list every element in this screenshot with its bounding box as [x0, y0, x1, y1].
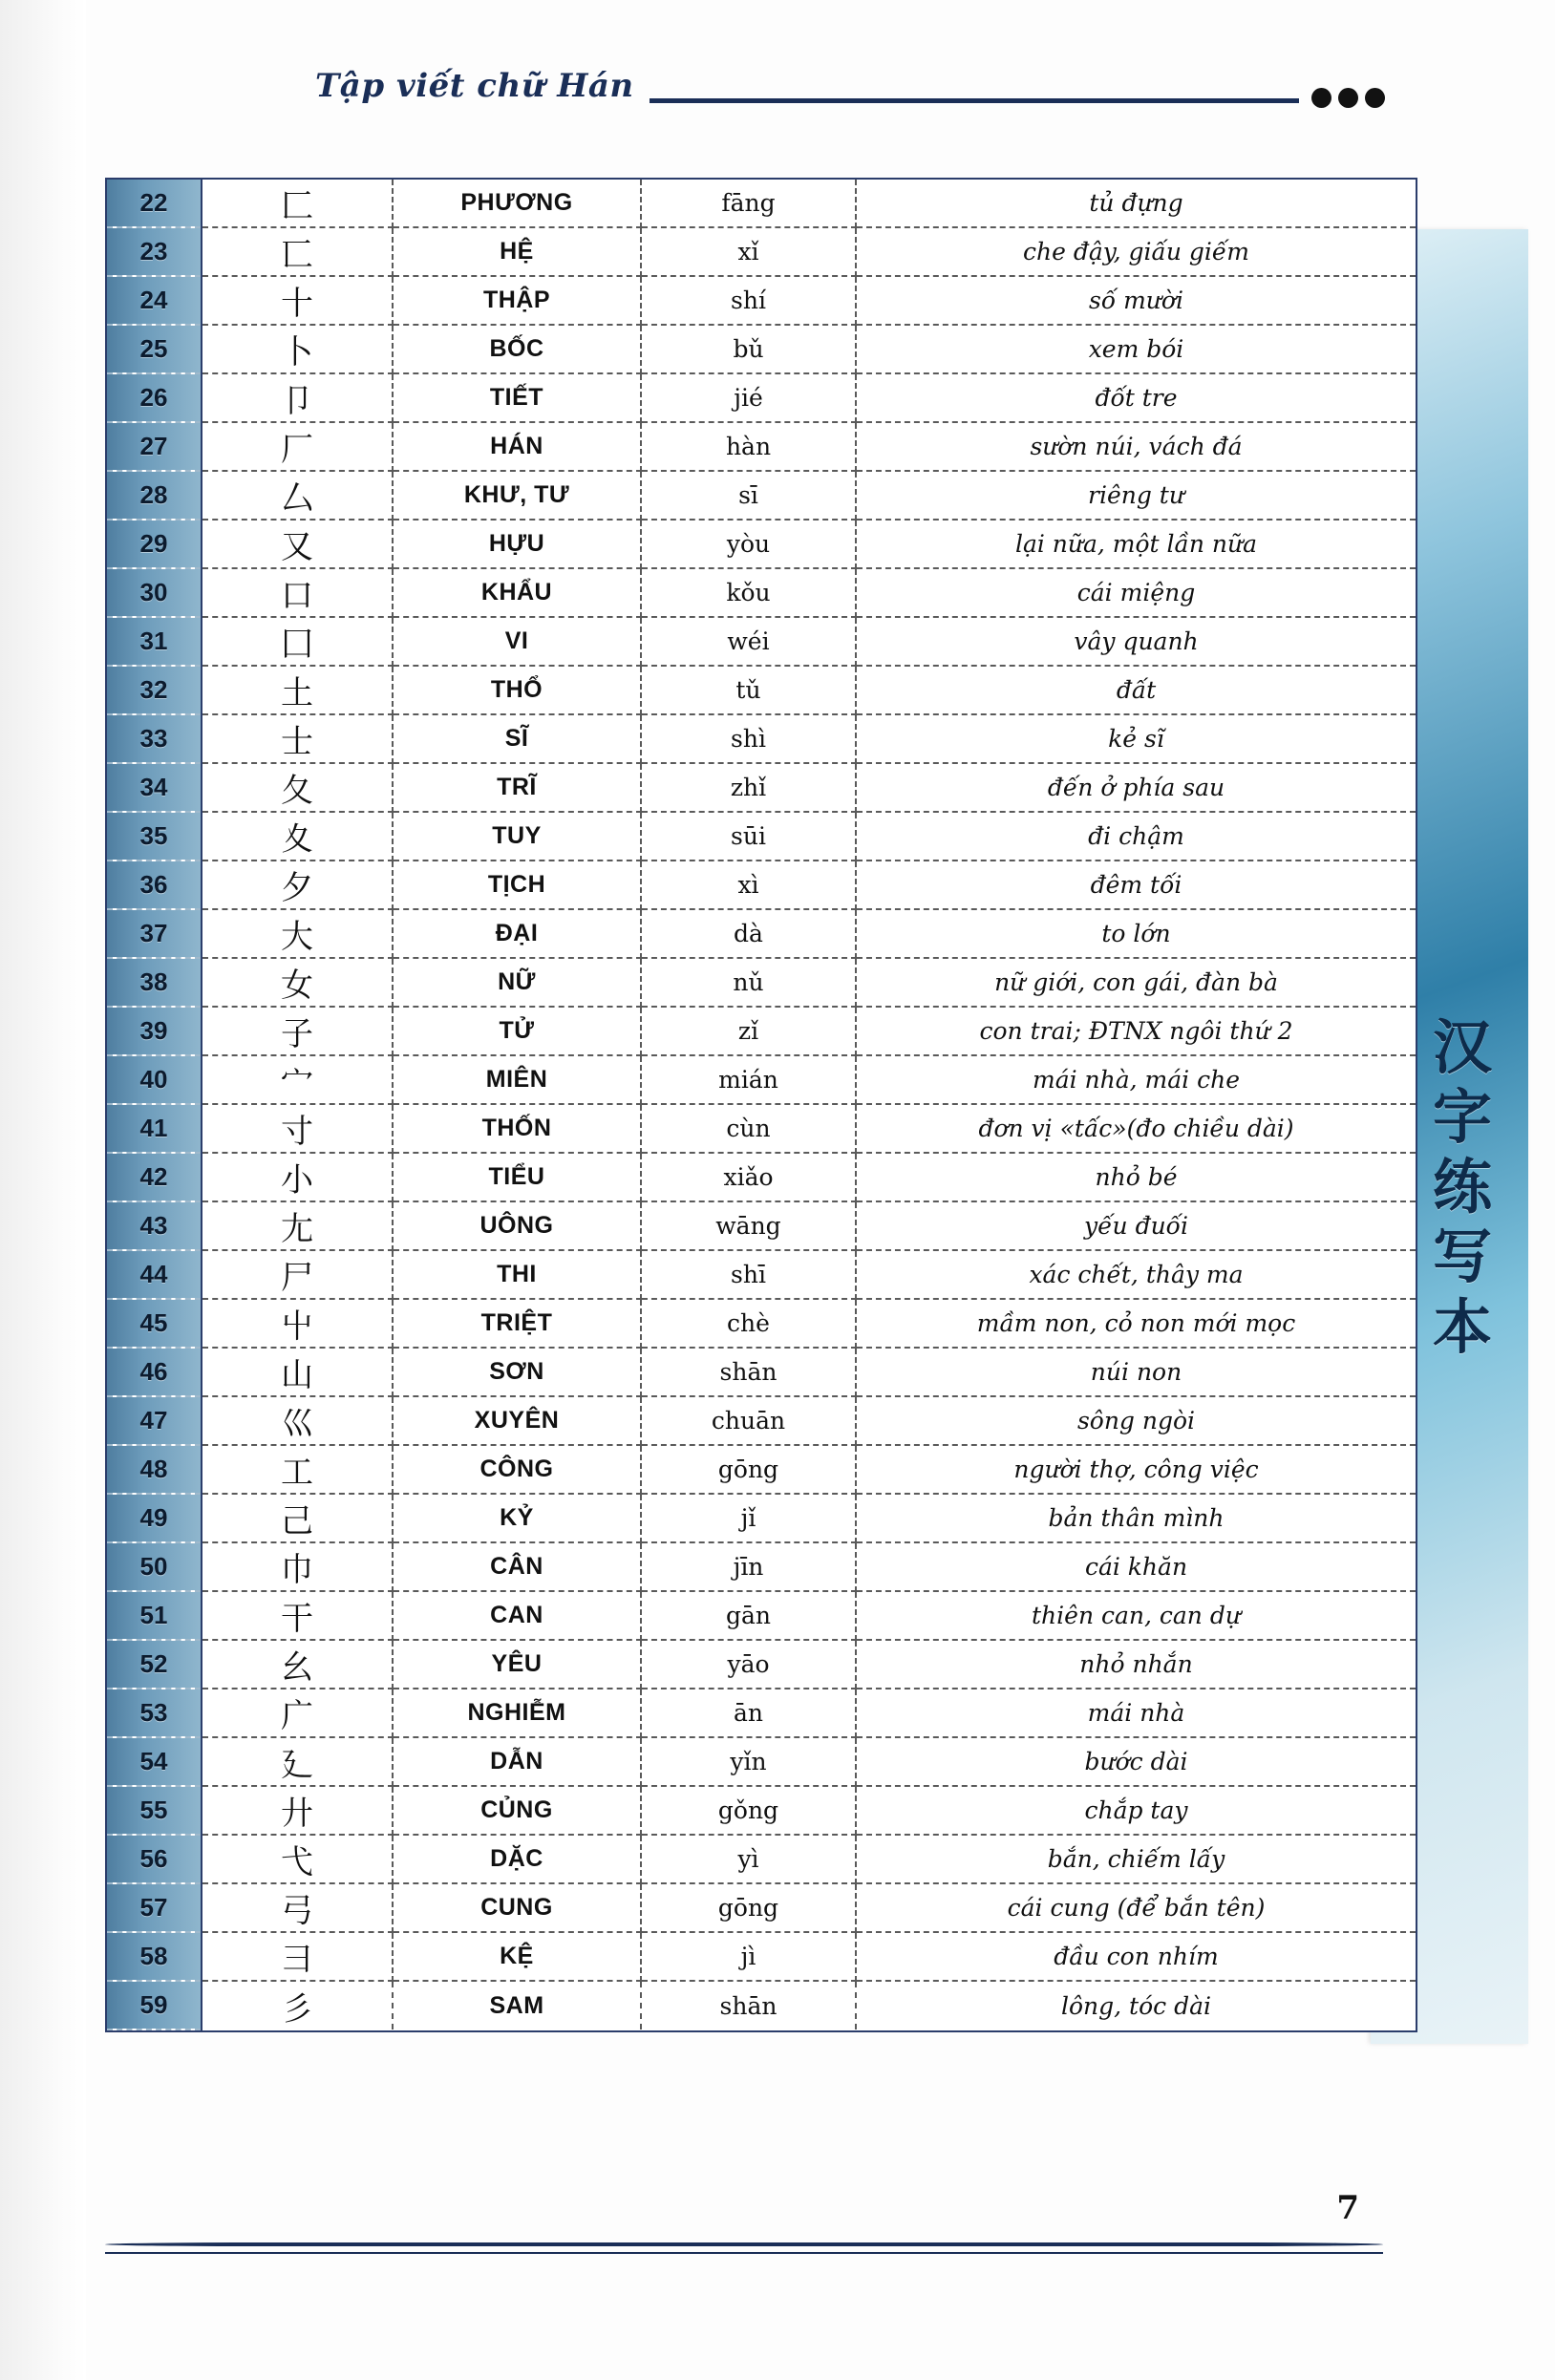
row-pinyin: shī: [641, 1250, 856, 1299]
row-character: 夊: [202, 812, 393, 861]
row-character: 工: [202, 1445, 393, 1494]
row-number: 23: [107, 227, 202, 276]
table-row: [107, 1396, 1416, 1445]
table-row: [107, 1007, 1416, 1055]
table-row: [107, 1932, 1416, 1981]
row-pinyin: wāng: [641, 1201, 856, 1250]
row-meaning: mầm non, cỏ non mới mọc: [856, 1299, 1416, 1348]
row-character: 小: [202, 1153, 393, 1201]
table-row: [107, 763, 1416, 812]
row-pinyin: wéi: [641, 617, 856, 666]
row-sino-vietnamese: CÂN: [393, 1542, 641, 1591]
row-number: 25: [107, 325, 202, 373]
row-meaning: đất: [856, 666, 1416, 714]
row-sino-vietnamese: KỶ: [393, 1494, 641, 1542]
row-number: 49: [107, 1494, 202, 1542]
row-sino-vietnamese: CỦNG: [393, 1786, 641, 1835]
row-character: 囗: [202, 617, 393, 666]
row-character: 大: [202, 909, 393, 958]
row-meaning: to lớn: [856, 909, 1416, 958]
row-sino-vietnamese: TIẾT: [393, 373, 641, 422]
row-number: 36: [107, 861, 202, 909]
row-pinyin: shí: [641, 276, 856, 325]
table-row: [107, 1153, 1416, 1201]
row-number: 39: [107, 1007, 202, 1055]
row-sino-vietnamese: CUNG: [393, 1883, 641, 1932]
row-number: 37: [107, 909, 202, 958]
row-pinyin: yǐn: [641, 1737, 856, 1786]
radical-table: [105, 178, 1417, 2032]
row-sino-vietnamese: DẪN: [393, 1737, 641, 1786]
row-character: 寸: [202, 1104, 393, 1153]
table-row: [107, 1104, 1416, 1153]
row-pinyin: xǐ: [641, 227, 856, 276]
row-meaning: yếu đuối: [856, 1201, 1416, 1250]
table-body: [107, 180, 1416, 2029]
row-meaning: mái nhà, mái che: [856, 1055, 1416, 1104]
row-number: 57: [107, 1883, 202, 1932]
row-meaning: sông ngòi: [856, 1396, 1416, 1445]
row-number: 51: [107, 1591, 202, 1640]
row-sino-vietnamese: THẬP: [393, 276, 641, 325]
row-number: 46: [107, 1348, 202, 1396]
row-meaning: nữ giới, con gái, đàn bà: [856, 958, 1416, 1007]
row-pinyin: xì: [641, 861, 856, 909]
row-character: 巾: [202, 1542, 393, 1591]
row-sino-vietnamese: ĐẠI: [393, 909, 641, 958]
row-sino-vietnamese: TỬ: [393, 1007, 641, 1055]
row-sino-vietnamese: THỐN: [393, 1104, 641, 1153]
row-character: 弋: [202, 1835, 393, 1883]
table-row: [107, 373, 1416, 422]
row-pinyin: nǔ: [641, 958, 856, 1007]
table-row: [107, 1981, 1416, 2029]
row-pinyin: shì: [641, 714, 856, 763]
row-sino-vietnamese: NGHIỄM: [393, 1689, 641, 1737]
row-number: 24: [107, 276, 202, 325]
row-pinyin: ān: [641, 1689, 856, 1737]
row-pinyin: mián: [641, 1055, 856, 1104]
row-sino-vietnamese: HÁN: [393, 422, 641, 471]
row-meaning: núi non: [856, 1348, 1416, 1396]
row-sino-vietnamese: TRĨ: [393, 763, 641, 812]
row-sino-vietnamese: BỐC: [393, 325, 641, 373]
table-row: [107, 180, 1416, 227]
row-number: 42: [107, 1153, 202, 1201]
row-number: 50: [107, 1542, 202, 1591]
row-pinyin: jīn: [641, 1542, 856, 1591]
row-number: 35: [107, 812, 202, 861]
row-number: 41: [107, 1104, 202, 1153]
row-meaning: đến ở phía sau: [856, 763, 1416, 812]
row-meaning: cái cung (để bắn tên): [856, 1883, 1416, 1932]
row-meaning: vây quanh: [856, 617, 1416, 666]
row-character: 尸: [202, 1250, 393, 1299]
row-character: 匸: [202, 227, 393, 276]
row-sino-vietnamese: TỊCH: [393, 861, 641, 909]
row-character: 女: [202, 958, 393, 1007]
table-row: [107, 422, 1416, 471]
row-meaning: che đậy, giấu giếm: [856, 227, 1416, 276]
row-sino-vietnamese: DẶC: [393, 1835, 641, 1883]
row-meaning: kẻ sĩ: [856, 714, 1416, 763]
row-character: 幺: [202, 1640, 393, 1689]
row-pinyin: jǐ: [641, 1494, 856, 1542]
dot-icon: [1311, 88, 1331, 108]
row-sino-vietnamese: CAN: [393, 1591, 641, 1640]
row-number: 38: [107, 958, 202, 1007]
row-meaning: lông, tóc dài: [1061, 1991, 1211, 2020]
row-character: 廾: [202, 1786, 393, 1835]
row-number: 59: [107, 1981, 202, 2029]
row-sino-vietnamese: SĨ: [393, 714, 641, 763]
row-number: 54: [107, 1737, 202, 1786]
row-number: 52: [107, 1640, 202, 1689]
row-character: 又: [202, 520, 393, 568]
table-row: [107, 1494, 1416, 1542]
row-pinyin: shān: [641, 1981, 856, 2029]
row-character: 夂: [202, 763, 393, 812]
table-row: [107, 1786, 1416, 1835]
row-character: 干: [202, 1591, 393, 1640]
table-row: [107, 1055, 1416, 1104]
row-sino-vietnamese: THI: [393, 1250, 641, 1299]
table-row: [107, 1689, 1416, 1737]
dot-icon: [1338, 88, 1358, 108]
row-number: 32: [107, 666, 202, 714]
table-row: [107, 325, 1416, 373]
spine-vertical-title: 汉字练写本: [1432, 1012, 1494, 1362]
row-meaning: số mười: [856, 276, 1416, 325]
row-pinyin: hàn: [641, 422, 856, 471]
table-row: [107, 861, 1416, 909]
row-meaning: xem bói: [856, 325, 1416, 373]
row-character: 己: [202, 1494, 393, 1542]
dot-icon: [1365, 88, 1385, 108]
row-sino-vietnamese: NỮ: [393, 958, 641, 1007]
row-character: 尢: [202, 1201, 393, 1250]
row-character: 山: [202, 1348, 393, 1396]
row-sino-vietnamese: PHƯƠNG: [393, 180, 641, 227]
table-row: [107, 1348, 1416, 1396]
row-character: 彐: [202, 1932, 393, 1981]
row-pinyin: tǔ: [641, 666, 856, 714]
row-character: 巛: [202, 1396, 393, 1445]
row-pinyin: yì: [641, 1835, 856, 1883]
row-character: 宀: [202, 1055, 393, 1104]
row-sino-vietnamese: HỰU: [393, 520, 641, 568]
row-sino-vietnamese: MIÊN: [393, 1055, 641, 1104]
table-row: [107, 471, 1416, 520]
row-sino-vietnamese: TRIỆT: [393, 1299, 641, 1348]
table-row: [107, 1299, 1416, 1348]
row-pinyin: chuān: [641, 1396, 856, 1445]
row-character: 弓: [202, 1883, 393, 1932]
row-pinyin: jié: [641, 373, 856, 422]
row-sino-vietnamese: VI: [393, 617, 641, 666]
row-sino-vietnamese: XUYÊN: [393, 1396, 641, 1445]
row-meaning: lại nữa, một lần nữa: [856, 520, 1416, 568]
row-pinyin: bǔ: [641, 325, 856, 373]
table-row: [107, 1201, 1416, 1250]
row-sino-vietnamese: THỔ: [393, 666, 641, 714]
row-character: 卩: [202, 373, 393, 422]
row-character: 卜: [202, 325, 393, 373]
row-sino-vietnamese: TIỂU: [393, 1153, 641, 1201]
row-sino-vietnamese: KỆ: [393, 1932, 641, 1981]
row-character: 匚: [202, 180, 393, 227]
row-sino-vietnamese: KHƯ, TƯ: [393, 471, 641, 520]
row-meaning: tủ đựng: [856, 180, 1416, 227]
row-pinyin: gǒng: [641, 1786, 856, 1835]
row-number: 55: [107, 1786, 202, 1835]
row-meaning: người thợ, công việc: [856, 1445, 1416, 1494]
row-number: 48: [107, 1445, 202, 1494]
page-number: 7: [1336, 2189, 1359, 2227]
row-meaning: bắn, chiếm lấy: [856, 1835, 1416, 1883]
row-meaning: chắp tay: [856, 1786, 1416, 1835]
table-row: [107, 812, 1416, 861]
table-row: [107, 1883, 1416, 1932]
row-number: 44: [107, 1250, 202, 1299]
row-pinyin: sūi: [641, 812, 856, 861]
table-row: [107, 666, 1416, 714]
row-number: 28: [107, 471, 202, 520]
row-meaning: bước dài: [856, 1737, 1416, 1786]
row-number: 43: [107, 1201, 202, 1250]
row-pinyin: kǒu: [641, 568, 856, 617]
row-meaning: riêng tư: [856, 471, 1416, 520]
table-row: [107, 958, 1416, 1007]
row-character: 子: [202, 1007, 393, 1055]
footer-rule: [105, 2242, 1383, 2246]
row-meaning: đi chậm: [856, 812, 1416, 861]
row-meaning: đầu con nhím: [856, 1932, 1416, 1981]
row-pinyin: sī: [641, 471, 856, 520]
row-meaning: nhỏ nhắn: [856, 1640, 1416, 1689]
table-row: [107, 568, 1416, 617]
table-row: [107, 1640, 1416, 1689]
table-row: [107, 617, 1416, 666]
row-number: 31: [107, 617, 202, 666]
header-rule: [650, 98, 1299, 103]
row-pinyin: gōng: [641, 1445, 856, 1494]
row-pinyin: shān: [641, 1348, 856, 1396]
row-number: 45: [107, 1299, 202, 1348]
row-meaning: nhỏ bé: [856, 1153, 1416, 1201]
row-meaning: sườn núi, vách đá: [856, 422, 1416, 471]
row-number: 26: [107, 373, 202, 422]
row-pinyin: dà: [641, 909, 856, 958]
row-meaning: đơn vị «tấc»(đo chiều dài): [856, 1104, 1416, 1153]
table-row: [107, 520, 1416, 568]
row-character: 厂: [202, 422, 393, 471]
row-number: 53: [107, 1689, 202, 1737]
table-row: [107, 1737, 1416, 1786]
row-sino-vietnamese: TUY: [393, 812, 641, 861]
row-pinyin: yòu: [641, 520, 856, 568]
row-character: 广: [202, 1689, 393, 1737]
row-pinyin: chè: [641, 1299, 856, 1348]
row-character: 士: [202, 714, 393, 763]
row-pinyin: cùn: [641, 1104, 856, 1153]
row-number: 27: [107, 422, 202, 471]
row-number: 30: [107, 568, 202, 617]
page-header: [315, 67, 1385, 124]
row-meaning: đốt tre: [856, 373, 1416, 422]
row-number: 33: [107, 714, 202, 763]
row-pinyin: zǐ: [641, 1007, 856, 1055]
row-meaning: đêm tối: [856, 861, 1416, 909]
row-character: 廴: [202, 1737, 393, 1786]
row-sino-vietnamese: SAM: [393, 1981, 641, 2029]
row-meaning: xác chết, thây ma: [856, 1250, 1416, 1299]
row-meaning: cái khăn: [856, 1542, 1416, 1591]
table-row: [107, 1591, 1416, 1640]
row-pinyin: gān: [641, 1591, 856, 1640]
table-row: [107, 714, 1416, 763]
page-title: Tập viết chữ Hán: [315, 67, 634, 105]
table-row: [107, 1250, 1416, 1299]
row-character: 厶: [202, 471, 393, 520]
row-pinyin: gōng: [641, 1883, 856, 1932]
table-row: [107, 276, 1416, 325]
row-sino-vietnamese: SƠN: [393, 1348, 641, 1396]
row-character: 口: [202, 568, 393, 617]
row-number: 56: [107, 1835, 202, 1883]
row-number: 34: [107, 763, 202, 812]
row-character: 十: [202, 276, 393, 325]
row-number: 22: [107, 180, 202, 227]
row-number: 29: [107, 520, 202, 568]
table-row: [107, 1445, 1416, 1494]
table-row: [107, 227, 1416, 276]
row-pinyin: fāng: [641, 180, 856, 227]
row-meaning: mái nhà: [856, 1689, 1416, 1737]
row-character: 土: [202, 666, 393, 714]
row-character: 屮: [202, 1299, 393, 1348]
row-pinyin: zhǐ: [641, 763, 856, 812]
row-meaning: bản thân mình: [856, 1494, 1416, 1542]
table-row: [107, 909, 1416, 958]
row-sino-vietnamese: UÔNG: [393, 1201, 641, 1250]
row-character: 夕: [202, 861, 393, 909]
table-row: [107, 1542, 1416, 1591]
row-number: 58: [107, 1932, 202, 1981]
row-meaning: thiên can, can dự: [856, 1591, 1416, 1640]
row-sino-vietnamese: HỆ: [393, 227, 641, 276]
row-meaning: con trai; ĐTNX ngôi thứ 2: [856, 1007, 1416, 1055]
row-number: 47: [107, 1396, 202, 1445]
row-sino-vietnamese: KHẨU: [393, 568, 641, 617]
row-number: 40: [107, 1055, 202, 1104]
header-dots: [1311, 88, 1385, 108]
row-character: 彡: [202, 1981, 393, 2029]
row-sino-vietnamese: CÔNG: [393, 1445, 641, 1494]
row-pinyin: yāo: [641, 1640, 856, 1689]
row-meaning: cái miệng: [856, 568, 1416, 617]
row-pinyin: xiǎo: [641, 1153, 856, 1201]
row-pinyin: jì: [641, 1932, 856, 1981]
row-sino-vietnamese: YÊU: [393, 1640, 641, 1689]
table-row: [107, 1835, 1416, 1883]
